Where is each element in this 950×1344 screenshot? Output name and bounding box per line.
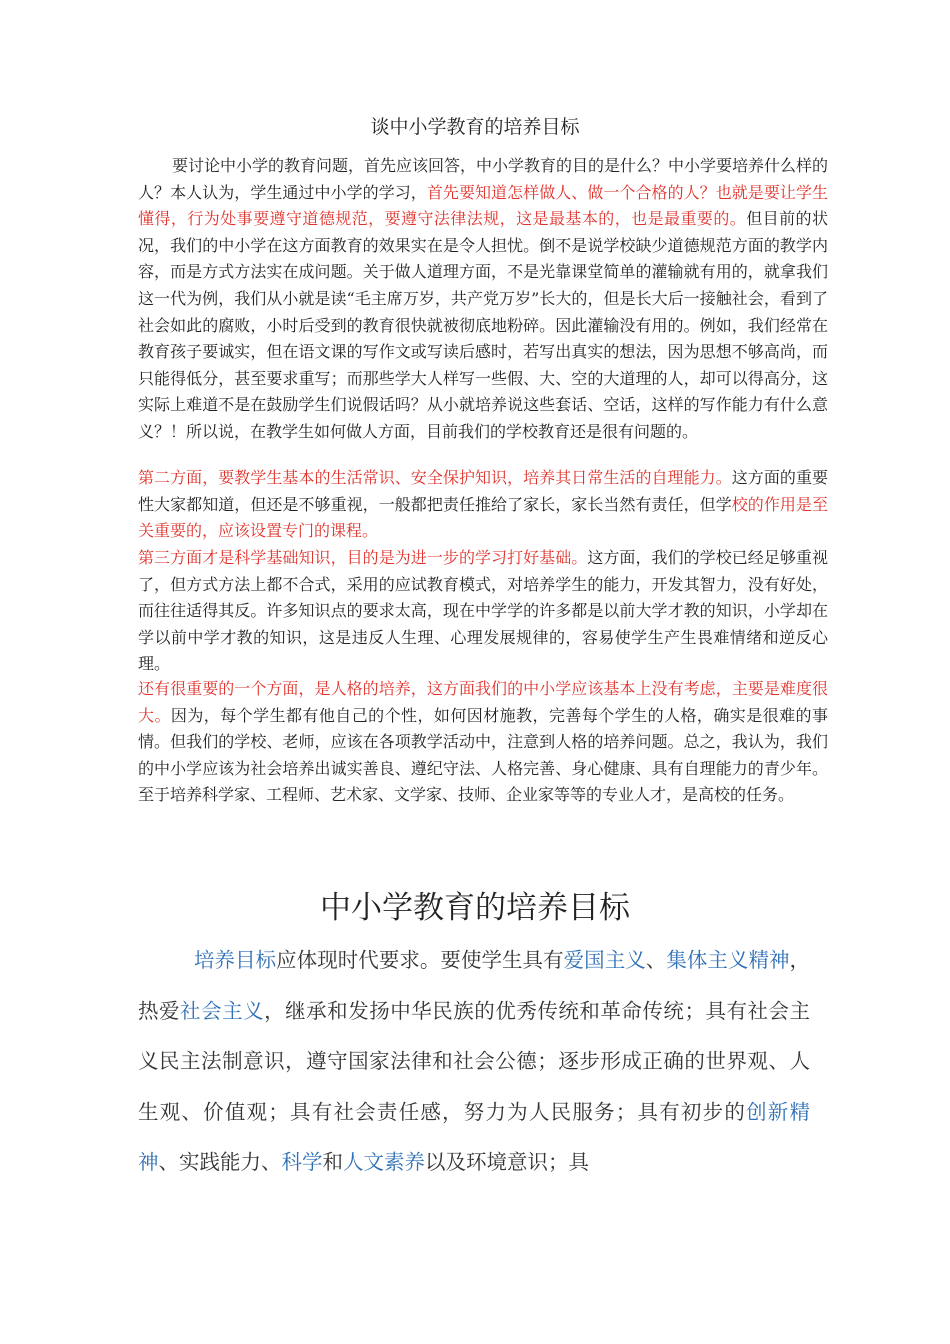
- hyperlink[interactable]: 科学: [281, 1150, 323, 1175]
- text-run-highlighted: 首先要知道怎样做人、做一个合格的人？也就是要让学生懂得，行为处事要遵守道德规范，要遵守法律法规，这是最基本的，也是最重要的。: [138, 182, 828, 229]
- text-run: 但目前的状况，我们的中小学在这方面教育的效果实在是令人担忧。倒不是说学校缺少道德规范方面的教学内容，而是方式方法实在成问题。关于做人道理方面，不是光靠课堂简单的灌输就有用的，就拿我们这一代为例，我们从小就是读“毛主席万岁，共产党万岁”长大的，但是长大后一接触社会，看到了社会如此的腐败，小时后受到的教育很快就被彻底地粉碎。因此灌输没有用的。例如，我们经常在教育孩子要诚实，但在语文课的写作文或写读后感时，若写出真实的想法，因为思想不够高尚，而只能得低分，甚至要求重写；而那些学大人样写一些假、大、空的大道理的人，却可以得高分，这实际上难道不是在鼓励学生们说假话吗？从小就培养说这些套话、空话，这样的写作能力有什么意义？！所以说，在教学生如何做人方面，目前我们的学校教育还是很有问题的。: [138, 209, 828, 441]
- text-run: ，继承和发扬中华民族的优秀传统和革命传统；具有社会主义民主法制意识，遵守国家法律和社会公德；逐步形成正确的世界观、人生观、价值观；具有社会责任感，努力为人民服务；具有初步的: [138, 998, 811, 1124]
- article2-title: 中小学教育的培养目标: [320, 890, 630, 926]
- paragraph-1: [138, 153, 828, 446]
- text-run: 和: [322, 1150, 343, 1175]
- text-run: 这方面，我们的学校已经足够重视了，但方式方法上都不合式，采用的应试教育模式，对培养学生的能力，开发其智力，没有好处，而往往适得其反。许多知识点的要求太高，现在中学学的许多都是以前大学才教的知识，小学却在学以前中学才教的知识，这是违反人生理、心理发展规律的，容易使学生产生畏难情绪和逆反心理。: [138, 548, 828, 674]
- article1-title: 谈中小学教育的培养目标: [370, 116, 580, 138]
- text-run-highlighted: 第三方面才是科学基础知识，目的是为进一步的学习打好基础。: [138, 548, 588, 567]
- paragraph-3: [138, 545, 828, 678]
- paragraph-4: [138, 676, 828, 809]
- article2-body: [138, 935, 810, 1188]
- hyperlink[interactable]: 创新精神: [138, 1099, 811, 1175]
- text-run: 这方面的重要性大家都知道，但还是不够重视，一般都把责任推给了家长，家长当然有责任，但学: [138, 468, 828, 514]
- text-run-highlighted: 第二方面，要教学生基本的生活常识、安全保护知识，培养其日常生活的自理能力。: [138, 468, 732, 487]
- text-run: 应体现时代要求。要使学生具有: [276, 948, 564, 972]
- text-run: 以及环境意识；具: [425, 1150, 589, 1175]
- text-run: 因为，每个学生都有他自己的个性，如何因材施教，完善每个学生的人格，确实是很难的事情。但我们的学校、老师，应该在各项教学活动中，注意到人格的培养问题。总之，我认为，我们的中小学应该为社会培养出诚实善良、遵纪守法、人格完善、身心健康、具有自理能力的青少年。至于培养科学家、工程师、艺术家、文学家、技师、企业家等等的专业人才，是高校的任务。: [138, 705, 828, 805]
- paragraph-2: [138, 465, 828, 545]
- hyperlink[interactable]: 人文素养: [343, 1150, 425, 1175]
- hyperlink[interactable]: 爱国主义: [563, 948, 646, 972]
- text-run: 、实践能力、: [158, 1150, 282, 1175]
- text-run: ，热爱: [138, 948, 811, 1023]
- text-run-highlighted: 还有很重要的一个方面，是人格的培养，这方面我们的中小学应该基本上没有考虑，主要是难度很大。: [138, 679, 828, 725]
- text-run: 要讨论中小学的教育问题，首先应该回答，中小学教育的目的是什么？中小学要培养什么样的人？本人认为，学生通过中小学的学习，: [138, 156, 829, 202]
- text-run: 、: [645, 948, 667, 972]
- text-run-highlighted: 校的作用是至关重要的，应该设置专门的课程。: [138, 494, 828, 541]
- hyperlink[interactable]: 社会主义: [180, 998, 265, 1023]
- hyperlink[interactable]: 培养目标: [194, 948, 277, 972]
- hyperlink[interactable]: 集体主义精神: [666, 948, 790, 972]
